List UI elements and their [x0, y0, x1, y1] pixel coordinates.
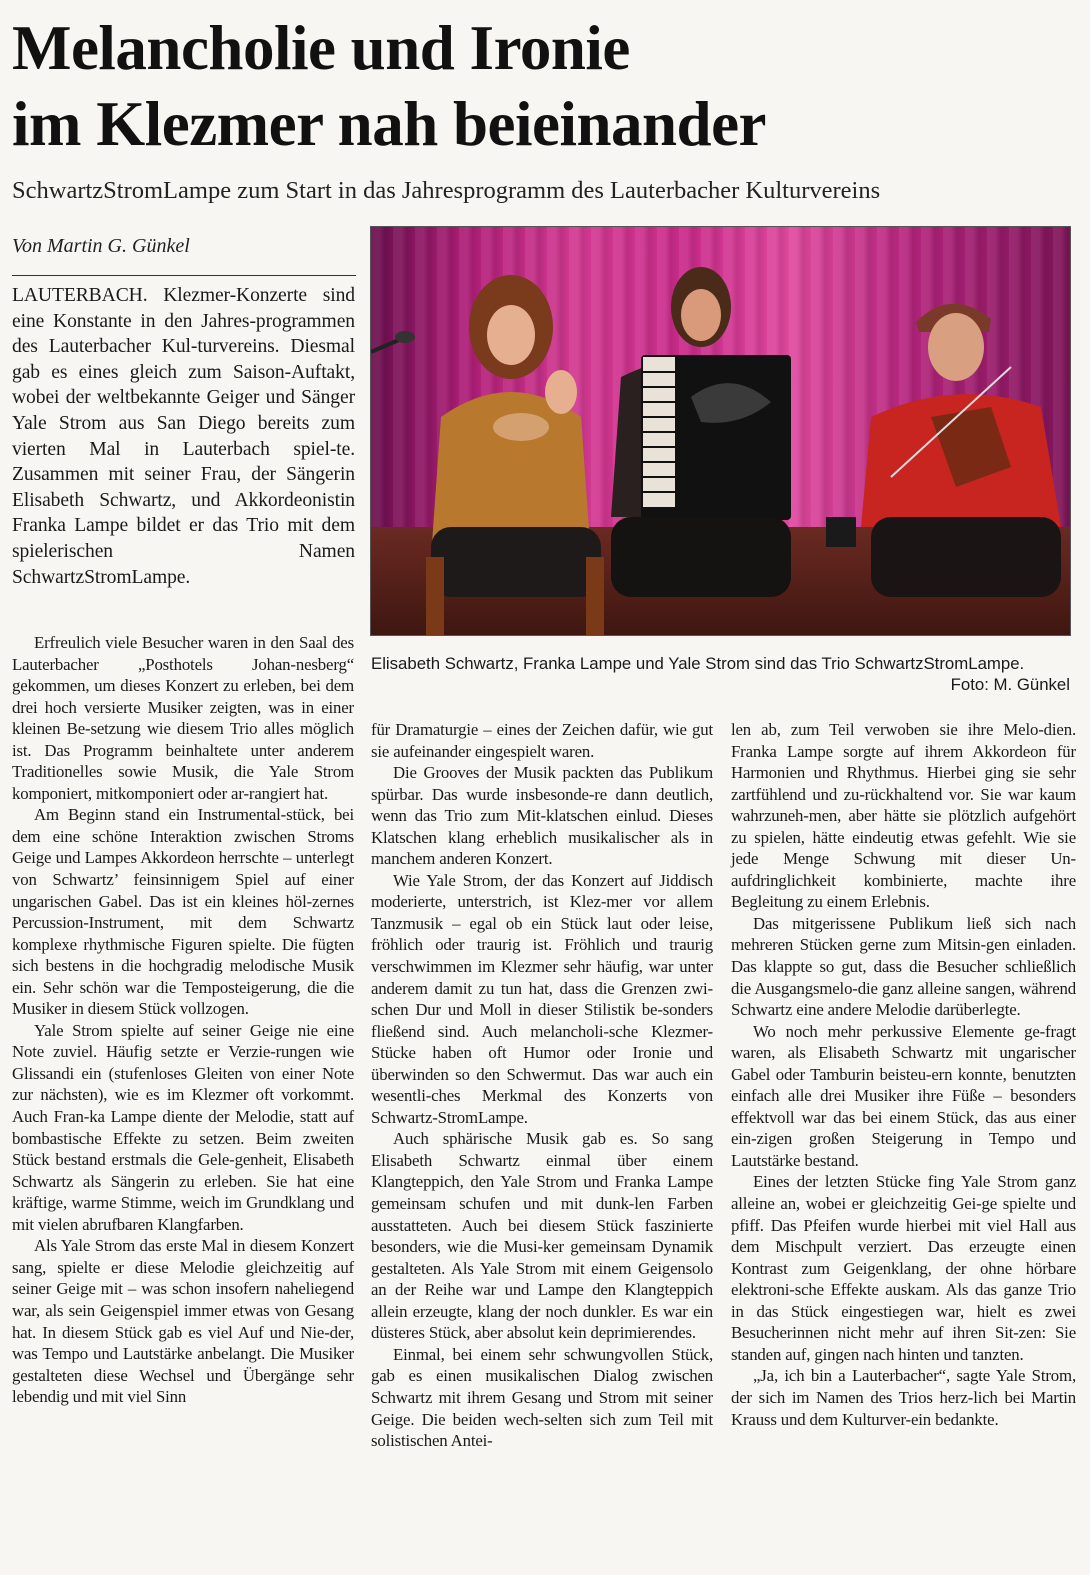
violinist-figure	[826, 304, 1061, 597]
paragraph: len ab, zum Teil verwoben sie ihre Melo-dien. Franka Lampe sorgte auf ihrem Akkordeon für Harmonien und Rhythmus. Hierbei ging sie sehr zartfühlend und zu-rückhaltend vor. Sie war kaum wahrzuneh-men, aber hätte sie plötzlich aufgehört zu spielen, hätte eindeutig etwas gefehlt. Wie sie jede Menge Schwung mit dieser Un-aufdringlichkeit kombinierte, machte ihre Begleitung zu einem Erlebnis.	[731, 720, 1076, 912]
accordionist-figure	[611, 267, 791, 597]
byline-divider	[12, 275, 356, 276]
subheadline: SchwartzStromLampe zum Start in das Jahresprogramm des Lauterbacher Kulturvereins	[12, 177, 881, 204]
paragraph: Das mitgerissene Publikum ließ sich nach mehreren Stücken gerne zum Mitsin-gen einladen. Das klappte so gut, dass die Besucher schließlich die Ausgangsmelo-die ganz alleine sangen, während Schwartz eine andere Melodie darüberlegte.	[731, 913, 1076, 1020]
microphone-icon	[371, 331, 415, 352]
lead-paragraph: LAUTERBACH. Klezmer-Konzerte sind eine Konstante in den Jahres-programmen des Lauterbacher Kul-turvereins. Diesmal gab es eines gleich zum Saison-Auftakt, wobei der weltbekannte Geiger und Sänger Yale Strom aus San Diego bereits zum vierten Mal in Lauterbach spiel-te. Zusammen mit seiner Frau, der Sängerin Elisabeth Schwartz, und Akkordeonistin Franka Lampe bildet er das Trio mit dem spielerischen Namen SchwartzStromLampe.	[12, 285, 355, 588]
paragraph: Auch sphärische Musik gab es. So sang Elisabeth Schwartz einmal über einem Klangteppich, den Yale Strom und Franka Lampe gemeinsam schufen und mit dunk-len Farben ausstatteten. Auch bei diesem Stück faszinierte besonders, wie die Musi-ker gemeinsam Dynamik gestalteten. Als Yale Strom mit einem Geigensolo an der Reihe war und Lampe den Klangteppich allein erzeugte, klang der noch dunkler. Es war ein düsteres Stück, aber absolut kein deprimierendes.	[371, 1129, 713, 1343]
paragraph: Als Yale Strom das erste Mal in diesem Konzert sang, spielte er diese Melodie gleichzeitig auf seiner Geige mit – was schon insofern naheliegend war, als sein Geigenspiel immer etwas von Gesang hat. In diesem Stück gab es viel Auf und Nie-der, was Tempo und Lautstärke anbelangt. Die Musiker gestalteten diese Wechsel und Übergänge sehr lebendig und mit viel Sinn	[12, 1236, 354, 1407]
paragraph: Wie Yale Strom, der das Konzert auf Jiddisch moderierte, unterstrich, ist Klez-mer vor allem Tanzmusik – egal ob ein Stück laut oder leise, fröhlich oder traurig ist. Fröhlich und traurig verschwimmen im Klezmer sehr häufig, war unter anderem damit zu tun hat, dass die Grenzen zwi-schen Dur und Moll in dieser Stilistik be-sonders fließend sind. Auch melancholi-sche Klezmer-Stücke haben oft Humor oder Ironie und überwinden so den Schwermut. Das war auch ein wesentli-ches Merkmal des Konzerts von Schwartz-StromLampe.	[371, 870, 713, 1127]
paragraph: Erfreulich viele Besucher waren in den Saal des Lauterbacher „Posthotels Johan-nesberg“ gekommen, um dieses Konzert zu erleben, bei dem drei hoch versierte Musiker zeigten, was in einer kleinen Be-setzung wie diesem Trio alles möglich ist. Das Programm beinhaltete unter anderem Traditionelles sowie Musik, die Yale Strom komponiert, mitkomponiert oder ar-rangiert hat.	[12, 633, 354, 803]
headline-line-2: im Klezmer nah beieinander	[12, 89, 767, 159]
concert-photo	[370, 226, 1071, 636]
paragraph: Die Grooves der Musik packten das Publikum spürbar. Das wurde insbesonde-re dann deutlich, wenn das Trio zum Mit-klatschen einlud. Dieses Klatschen klang erheblich musikalischer als in manchem anderen Konzert.	[371, 763, 713, 869]
paragraph: Eines der letzten Stücke fing Yale Strom ganz alleine an, wobei er gleichzeitig Gei-ge spielte und pfiff. Das Pfeifen wurde hierbei mit viel Hall aus dem Mischpult verziert. Das erzeugte einen Kontrast zum Geigenklang, der ohne hörbare elektroni-sche Effekte auskam. Als das ganze Trio in das Stück eingestiegen war, hielt es zwei Besucherinnen nicht mehr auf ihren Sit-zen: Sie standen auf, gingen nach hinten und tanzten.	[731, 1172, 1076, 1364]
headline	[12, 10, 1082, 162]
singer-figure	[426, 275, 604, 636]
performers-illustration	[371, 227, 1071, 636]
photo-caption: Elisabeth Schwartz, Franka Lampe und Yale Strom sind das Trio SchwartzStromLampe.	[371, 654, 1025, 673]
headline-line-1: Melancholie und Ironie	[12, 13, 630, 83]
paragraph: „Ja, ich bin a Lauterbacher“, sagte Yale Strom, der sich im Namen des Trios herz-lich bei Martin Krauss und dem Kulturver-ein bedankte.	[731, 1366, 1076, 1429]
paragraph: Wo noch mehr perkussive Elemente ge-fragt waren, als Elisabeth Schwartz mit ungarischer Gabel oder Tamburin beisteu-ern konnte, benutzten einfach alle drei Musiker ihre Füße – besonders effektvoll war das bei einem Stück, das aus einer ein-zigen großen Steigerung in Tempo und Lautstärke bestand.	[731, 1021, 1076, 1170]
article-column-1	[12, 632, 354, 1408]
photo-credit: Foto: M. Günkel	[950, 675, 1070, 694]
byline: Von Martin G. Günkel	[12, 235, 190, 257]
paragraph: Einmal, bei einem sehr schwungvollen Stück, gab es einen musikalischen Dialog zwischen Schwartz mit ihrem Gesang und Strom mit seiner Geige. Die beiden wech-selten sich zum Teil mit solistischen Antei-	[371, 1344, 713, 1451]
paragraph: Yale Strom spielte auf seiner Geige nie eine Note zuviel. Häufig setzte er Verzie-rungen wie Glissandi ein (stufenloses Gleiten von einer Note zur nächsten), wie es im Klezmer oft vorkommt. Auch Fran-ka Lampe diente der Melodie, statt auf bombastische Effekte zu setzen. Beim zweiten Stück bestand erstmals die Gele-genheit, Elisabeth Schwartz als Sängerin zu erleben. Sie hat eine kräftige, warme Stimme, weich im Grundklang und mit vielen abrufbaren Klangfarben.	[12, 1020, 354, 1234]
paragraph: Am Beginn stand ein Instrumental-stück, bei dem eine schöne Interaktion zwischen Stroms Geige und Lampes Akkordeon herrschte – unterlegt von Schwartz’ feinsinnigem Spiel auf einer ungarischen Gabel. Das ist ein kleines höl-zernes Percussion-Instrument, mit dem Schwartz komplexe rhythmische Figuren spielte. Die fügten sich bestens in die hochgradig melodische Musik ein. Sehr schön war die Temposteigerung, die die Musiker in diesem Stück vollzogen.	[12, 805, 354, 1019]
article-column-2	[371, 719, 713, 1452]
paragraph: für Dramaturgie – eines der Zeichen dafür, wie gut sie aufeinander eingespielt waren.	[371, 720, 713, 761]
article-column-3	[731, 719, 1076, 1430]
